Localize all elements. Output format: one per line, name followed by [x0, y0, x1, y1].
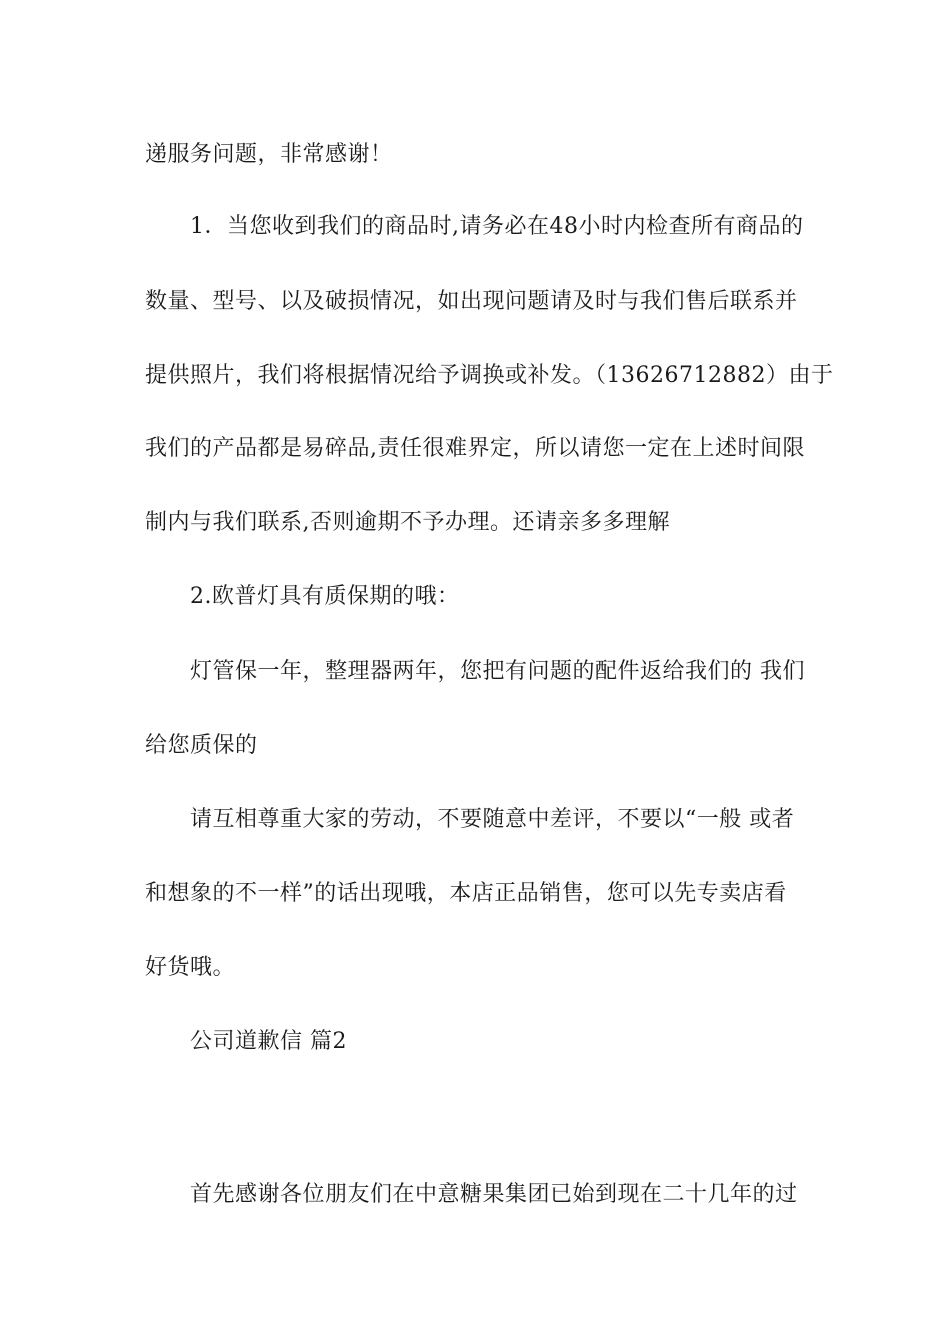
article-title: 公司道歉信 篇2 [190, 1029, 347, 1054]
paragraph-line: 好货哦。 [145, 955, 236, 980]
paragraph-line: 灯管保一年，整理器两年，您把有问题的配件返给我们的 我们 [190, 659, 805, 684]
paragraph-line: 请互相尊重大家的劳动，不要随意中差评，不要以“一般 或者 [190, 807, 795, 832]
paragraph-line: 首先感谢各位朋友们在中意糖果集团已始到现在二十几年的过 [190, 1182, 798, 1207]
paragraph-line: 数量、型号、以及破损情况，如出现问题请及时与我们售后联系并 [145, 289, 798, 314]
paragraph-line: 提供照片，我们将根据情况给予调换或补发。（13626712882）由于 [145, 363, 834, 388]
paragraph-line: 制内与我们联系,否则逾期不予办理。还请亲多多理解 [145, 510, 670, 535]
paragraph-line: 递服务问题，非常感谢！ [145, 142, 393, 167]
section-heading: 2.欧普灯具有质保期的哦： [190, 584, 460, 609]
paragraph-line: 我们的产品都是易碎品,责任很难界定，所以请您一定在上述时间限 [145, 436, 805, 461]
paragraph-line: 1．当您收到我们的商品时,请务必在48小时内检查所有商品的 [190, 214, 804, 239]
paragraph-line: 和想象的不一样”的话出现哦，本店正品销售，您可以先专卖店看 [145, 881, 787, 906]
paragraph-line: 给您质保的 [145, 733, 258, 758]
